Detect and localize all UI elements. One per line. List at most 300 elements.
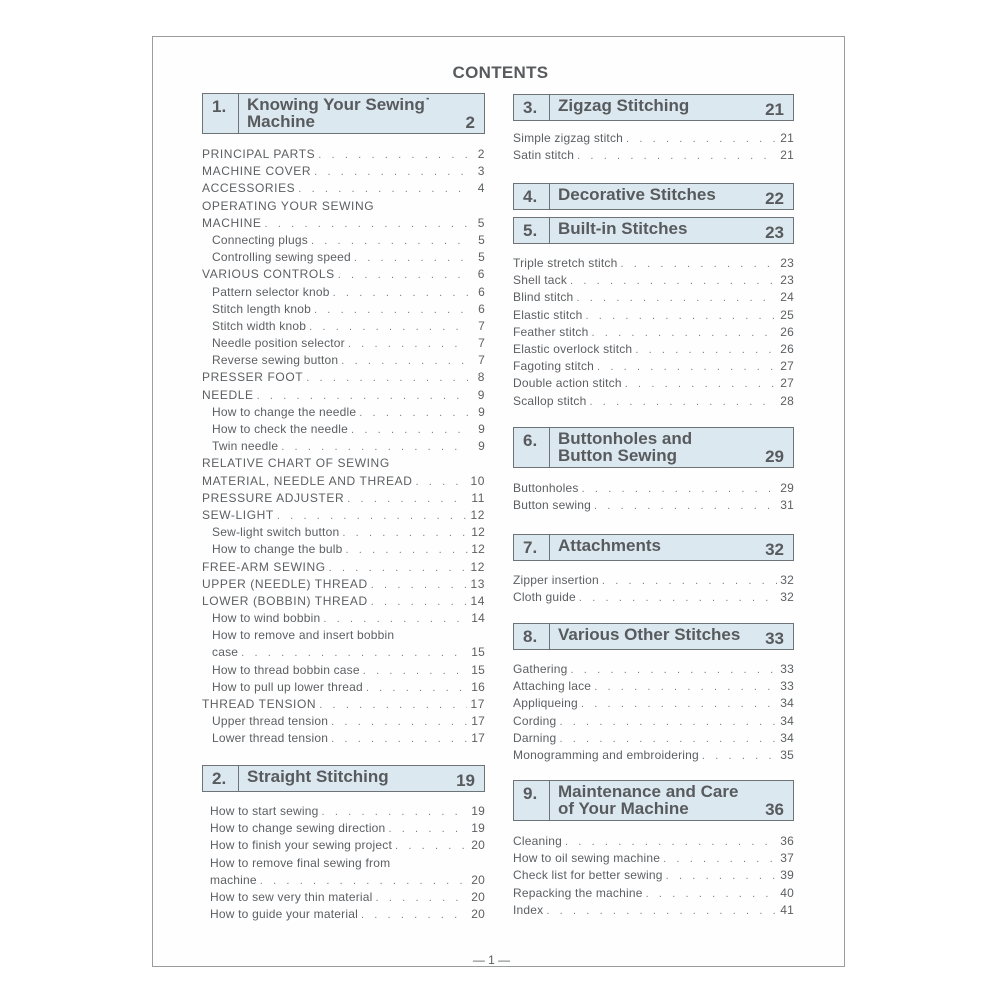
dot-leader	[347, 491, 468, 508]
entry-page: 36	[780, 834, 794, 848]
entry-page: 7	[478, 353, 485, 368]
section-page: 33	[765, 629, 784, 648]
dot-leader	[620, 256, 777, 273]
dot-leader	[366, 680, 468, 697]
entry-label: PRESSURE ADJUSTER	[202, 490, 345, 505]
entry-label: Attaching lace	[513, 679, 592, 694]
entry-page: 14	[470, 593, 485, 608]
entry-label: MATERIAL, NEEDLE AND THREAD	[202, 473, 413, 488]
entry-label: Pattern selector knob	[212, 284, 330, 299]
section-title	[239, 766, 484, 791]
dot-leader	[319, 697, 467, 714]
section-9	[513, 780, 794, 919]
dot-leader	[571, 662, 778, 679]
toc-entry[interactable]	[202, 215, 485, 232]
entry-page: 25	[780, 307, 794, 322]
dot-leader	[594, 679, 777, 696]
section-number: 3.	[514, 95, 550, 120]
toc-entry[interactable]	[513, 324, 794, 341]
entry-label: Upper thread tension	[212, 714, 329, 729]
entry-page: 27	[780, 359, 794, 374]
section-title	[550, 624, 793, 649]
dot-leader	[546, 903, 777, 920]
entry-page: 11	[471, 490, 485, 505]
section-page: 32	[765, 540, 784, 559]
dot-leader	[625, 376, 777, 393]
entry-label: How to remove and insert bobbin	[212, 628, 395, 643]
section-page: 22	[765, 189, 784, 208]
entry-page: 23	[780, 273, 794, 288]
entry-page: 9	[478, 422, 485, 436]
entry-page: 26	[780, 341, 794, 356]
toc-entry[interactable]	[202, 438, 485, 455]
section-title-text: Zigzag Stitching	[558, 96, 690, 115]
toc-entry[interactable]	[202, 507, 485, 524]
toc-entry[interactable]	[210, 906, 485, 923]
toc-entry[interactable]	[210, 872, 485, 889]
dot-leader	[359, 405, 468, 422]
dot-leader	[371, 577, 468, 594]
toc-entry[interactable]	[202, 524, 485, 541]
entry-list	[513, 572, 794, 606]
dot-leader	[594, 498, 777, 515]
section-header[interactable]	[513, 780, 794, 821]
dot-leader	[395, 838, 468, 855]
entry-page: 28	[780, 393, 794, 408]
entry-page: 24	[780, 290, 794, 305]
entry-label: Cording	[513, 713, 557, 728]
toc-entry[interactable]	[202, 352, 485, 369]
toc-entry[interactable]	[202, 301, 485, 318]
section-title-text: Built-in Stitches	[558, 219, 688, 238]
entry-label: Cleaning	[513, 834, 562, 848]
toc-entry[interactable]	[202, 249, 485, 266]
dot-leader	[354, 250, 468, 267]
entry-page: 34	[780, 730, 794, 745]
dot-leader	[586, 308, 778, 325]
section-title-text: Straight Stitching	[247, 767, 389, 786]
entry-label: Gathering	[513, 662, 568, 676]
toc-entry[interactable]	[202, 198, 485, 215]
dot-leader	[371, 594, 468, 611]
toc-entry[interactable]	[210, 889, 485, 906]
section-2	[202, 765, 485, 923]
entry-label: Button sewing	[513, 498, 591, 513]
toc-entry[interactable]	[202, 627, 485, 644]
toc-entry[interactable]	[202, 404, 485, 421]
entry-label: Zipper insertion	[513, 573, 599, 587]
entry-label: case	[212, 645, 239, 660]
entry-label: PRINCIPAL PARTS	[202, 147, 316, 161]
toc-entry[interactable]	[513, 850, 794, 867]
toc-entry[interactable]	[202, 421, 485, 438]
toc-entry[interactable]	[513, 833, 794, 850]
dot-leader	[298, 181, 468, 198]
entry-label: PRESSER FOOT	[202, 370, 304, 385]
document-page	[152, 36, 845, 967]
entry-label: SEW-LIGHT	[202, 507, 274, 522]
entry-list	[513, 130, 794, 164]
toc-entry[interactable]	[513, 661, 794, 678]
toc-entry[interactable]	[202, 713, 485, 730]
section-6	[513, 427, 794, 514]
toc-entry[interactable]	[202, 232, 485, 249]
entry-label: Elastic stitch	[513, 307, 583, 322]
section-header[interactable]	[513, 427, 794, 468]
entry-label: How to remove final sewing from	[210, 855, 391, 870]
entry-label: Darning	[513, 730, 557, 745]
toc-entry[interactable]	[513, 902, 794, 919]
section-header[interactable]	[513, 623, 794, 650]
toc-entry[interactable]	[513, 130, 794, 147]
section-header[interactable]	[202, 93, 485, 134]
entry-page: 12	[470, 507, 485, 522]
entry-label: Appliqueing	[513, 696, 578, 711]
entry-page: 10	[470, 473, 485, 488]
section-header[interactable]	[513, 534, 794, 561]
toc-entry[interactable]	[513, 358, 794, 375]
entry-label: Shell tack	[513, 273, 568, 288]
entry-page: 15	[471, 662, 485, 677]
entry-label: How to guide your material	[210, 907, 358, 922]
entry-page: 19	[471, 804, 485, 818]
entry-page: 6	[477, 267, 485, 282]
toc-entry[interactable]	[513, 147, 794, 164]
section-title-text: Attachments	[558, 536, 661, 555]
section-8	[513, 623, 794, 764]
dot-leader	[559, 714, 777, 731]
toc-entry[interactable]	[513, 307, 794, 324]
dot-leader	[590, 394, 778, 411]
entry-page: 17	[471, 714, 485, 729]
entry-label: Triple stretch stitch	[513, 256, 618, 270]
entry-page: 13	[470, 576, 485, 591]
dot-leader	[322, 804, 468, 821]
section-title-line-2: Machine	[247, 112, 316, 131]
section-4	[513, 183, 794, 210]
entry-page: 7	[478, 336, 485, 351]
entry-label: Reverse sewing button	[212, 353, 339, 368]
toc-entry[interactable]	[202, 266, 485, 283]
section-number: 9.	[514, 781, 550, 820]
entry-label: Scallop stitch	[513, 393, 587, 408]
dot-leader	[579, 590, 777, 607]
toc-entry[interactable]	[202, 318, 485, 335]
entry-page: 16	[471, 679, 485, 694]
toc-entry[interactable]	[513, 393, 794, 410]
dot-leader	[333, 285, 468, 302]
entry-page: 9	[478, 404, 485, 419]
entry-label: RELATIVE CHART OF SEWING	[202, 456, 390, 471]
toc-entry[interactable]	[513, 695, 794, 712]
section-number: 6.	[514, 428, 550, 467]
entry-page: 17	[471, 731, 485, 746]
dot-leader	[666, 868, 777, 885]
entry-page: 34	[780, 696, 794, 711]
entry-page: 12	[470, 559, 485, 574]
toc-entry[interactable]	[202, 644, 485, 661]
entry-page: 14	[471, 611, 485, 626]
dot-leader	[597, 359, 777, 376]
entry-label: Check list for better sewing	[513, 868, 663, 883]
dot-leader	[376, 890, 468, 907]
dot-leader	[415, 474, 467, 491]
toc-entry[interactable]	[202, 369, 485, 386]
entry-page: 39	[780, 868, 794, 883]
toc-entry[interactable]	[513, 885, 794, 902]
section-header[interactable]	[513, 94, 794, 121]
section-page: 21	[765, 100, 784, 119]
entry-list	[513, 833, 794, 919]
section-page: 2	[465, 113, 475, 132]
toc-entry[interactable]	[202, 455, 485, 472]
section-3	[513, 94, 794, 164]
toc-entry[interactable]	[513, 713, 794, 730]
entry-label: Controlling sewing speed	[212, 250, 351, 265]
toc-entry[interactable]	[202, 696, 485, 713]
toc-entry[interactable]	[513, 589, 794, 606]
entry-label: Feather stitch	[513, 324, 589, 339]
entry-label: How to oil sewing machine	[513, 851, 661, 866]
dot-leader	[329, 560, 468, 577]
dot-leader	[241, 645, 468, 662]
dot-leader	[314, 164, 468, 181]
entry-label: Satin stitch	[513, 148, 575, 163]
entry-label: Blind stitch	[513, 290, 574, 305]
section-title-line-2: Button Sewing	[558, 446, 677, 465]
toc-entry[interactable]	[202, 541, 485, 558]
dot-leader	[331, 731, 468, 748]
section-number: 7.	[514, 535, 550, 560]
section-title	[550, 184, 793, 209]
entry-page: 7	[478, 318, 485, 333]
entry-label: NEEDLE	[202, 387, 254, 402]
entry-page: 5	[477, 215, 485, 230]
toc-entry[interactable]	[513, 289, 794, 306]
entry-page: 19	[471, 821, 485, 836]
dot-leader	[277, 508, 468, 525]
entry-label: How to thread bobbin case	[212, 662, 360, 677]
section-title-line-1: Maintenance and Care	[558, 782, 739, 801]
entry-page: 33	[780, 679, 794, 694]
toc-entry[interactable]	[513, 341, 794, 358]
entry-label: Sew-light switch button	[212, 525, 340, 540]
entry-list	[513, 661, 794, 764]
dot-leader	[646, 886, 777, 903]
toc-entry[interactable]	[202, 576, 485, 593]
section-title-text: Decorative Stitches	[558, 185, 716, 204]
entry-page: 33	[780, 662, 794, 676]
entry-page: 4	[477, 181, 485, 196]
entry-page: 12	[471, 525, 485, 540]
toc-entry[interactable]	[210, 803, 485, 820]
dot-leader	[702, 748, 777, 765]
entry-page: 34	[780, 713, 794, 728]
section-title	[550, 535, 793, 560]
toc-entry[interactable]	[513, 678, 794, 695]
toc-entry[interactable]	[513, 255, 794, 272]
dot-leader	[581, 696, 777, 713]
entry-page: 35	[780, 747, 794, 762]
dot-leader	[626, 131, 777, 148]
dot-leader	[663, 851, 777, 868]
entry-page: 12	[471, 542, 485, 557]
entry-label: Cloth guide	[513, 590, 576, 605]
section-1	[202, 93, 485, 748]
section-title	[550, 95, 793, 120]
dot-leader	[559, 731, 777, 748]
entry-page: 5	[478, 250, 485, 265]
section-number: 2.	[203, 766, 239, 791]
toc-entry[interactable]	[513, 272, 794, 289]
dot-leader	[346, 542, 469, 559]
entry-page: 2	[477, 147, 485, 161]
entry-label: machine	[210, 872, 257, 887]
dot-leader	[363, 663, 468, 680]
section-number: 5.	[514, 218, 550, 243]
dot-leader	[318, 147, 468, 164]
dot-leader	[582, 481, 777, 498]
entry-page: 6	[478, 284, 485, 299]
toc-entry[interactable]	[210, 855, 485, 872]
dot-leader	[577, 148, 777, 165]
toc-entry[interactable]	[202, 146, 485, 163]
entry-label: Simple zigzag stitch	[513, 131, 624, 145]
page-number: — 1 —	[472, 953, 511, 967]
entry-label: Fagoting stitch	[513, 359, 595, 374]
entry-list	[513, 480, 794, 514]
entry-page: 20	[471, 872, 485, 887]
section-title-line-2: of Your Machine	[558, 799, 689, 818]
section-page: 19	[456, 771, 475, 790]
section-header[interactable]	[202, 765, 485, 792]
section-header[interactable]	[513, 217, 794, 244]
entry-label: How to pull up lower thread	[212, 679, 363, 694]
dot-leader	[265, 216, 468, 233]
entry-label: UPPER (NEEDLE) THREAD	[202, 576, 368, 591]
entry-label: VARIOUS CONTROLS	[202, 267, 335, 282]
toc-entry[interactable]	[210, 820, 485, 837]
entry-label: Monogramming and embroidering	[513, 747, 699, 762]
section-title	[550, 428, 793, 467]
entry-page: 29	[780, 481, 794, 495]
toc-entry[interactable]	[513, 747, 794, 764]
dot-leader	[351, 422, 468, 439]
toc-entry[interactable]	[202, 163, 485, 180]
toc-entry[interactable]	[202, 610, 485, 627]
dot-leader	[257, 388, 468, 405]
entry-list	[202, 146, 485, 748]
toc-entry[interactable]	[202, 284, 485, 301]
section-title-text: Various Other Stitches	[558, 625, 741, 644]
toc-entry[interactable]	[202, 490, 485, 507]
toc-entry[interactable]	[202, 679, 485, 696]
section-number: 1.	[203, 94, 239, 133]
entry-page: 32	[780, 573, 794, 587]
entry-page: 32	[780, 590, 794, 605]
dot-leader	[331, 714, 468, 731]
section-page: 23	[765, 223, 784, 242]
toc-entry[interactable]	[210, 837, 485, 854]
entry-label: MACHINE COVER	[202, 164, 312, 179]
entry-page: 17	[470, 697, 485, 711]
toc-entry[interactable]	[202, 473, 485, 490]
section-header[interactable]	[513, 183, 794, 210]
dot-leader	[281, 439, 468, 456]
entry-label: How to wind bobbin	[212, 611, 321, 626]
dot-leader	[306, 370, 468, 387]
toc-entry[interactable]	[513, 480, 794, 497]
section-page: 36	[765, 800, 784, 819]
entry-label: How to change the needle	[212, 404, 357, 419]
entry-label: How to sew very thin material	[210, 889, 373, 904]
entry-label: How to check the needle	[212, 422, 349, 436]
section-title	[239, 94, 484, 133]
entry-page: 9	[477, 387, 485, 402]
toc-entry[interactable]	[202, 662, 485, 679]
toc-entry[interactable]	[202, 335, 485, 352]
dot-leader	[341, 353, 468, 370]
dot-leader	[309, 319, 468, 336]
entry-page: 21	[780, 131, 794, 145]
entry-page: 27	[780, 376, 794, 391]
entry-label: Lower thread tension	[212, 731, 329, 746]
entry-page: 8	[477, 370, 485, 385]
toc-entry[interactable]	[513, 375, 794, 392]
toc-entry[interactable]	[202, 180, 485, 197]
toc-entry[interactable]	[202, 593, 485, 610]
section-title	[550, 781, 793, 820]
entry-label: How to change sewing direction	[210, 821, 386, 836]
toc-entry[interactable]	[513, 497, 794, 514]
toc-entry[interactable]	[513, 867, 794, 884]
section-title	[550, 218, 793, 243]
entry-page: 26	[780, 324, 794, 339]
entry-page: 21	[780, 148, 794, 163]
entry-label: Stitch length knob	[212, 301, 311, 316]
entry-page: 5	[478, 232, 485, 247]
entry-page: 20	[471, 889, 485, 904]
toc-entry[interactable]	[513, 730, 794, 747]
section-number: 8.	[514, 624, 550, 649]
entry-label: THREAD TENSION	[202, 697, 317, 711]
entry-page: 15	[471, 645, 485, 660]
dot-leader	[592, 325, 778, 342]
dot-leader	[570, 273, 777, 290]
entry-label: Stitch width knob	[212, 318, 307, 333]
entry-label: How to finish your sewing project	[210, 838, 393, 853]
toc-entry[interactable]	[202, 387, 485, 404]
entry-page: 23	[780, 256, 794, 270]
entry-page: 20	[471, 838, 485, 853]
dot-leader	[338, 267, 468, 284]
entry-label: OPERATING YOUR SEWING	[202, 198, 375, 213]
entry-label: Elastic overlock stitch	[513, 341, 633, 356]
entry-label: Buttonholes	[513, 481, 579, 495]
section-5	[513, 217, 794, 410]
entry-label: ACCESSORIES	[202, 181, 296, 196]
entry-page: 3	[477, 164, 485, 179]
dot-leader	[342, 525, 468, 542]
section-number: 4.	[514, 184, 550, 209]
toc-entry[interactable]	[202, 730, 485, 747]
entry-page: 9	[478, 439, 485, 454]
entry-page: 31	[780, 498, 794, 513]
toc-entry[interactable]	[513, 572, 794, 589]
entry-label: How to start sewing	[210, 804, 319, 818]
dot-leader	[576, 290, 777, 307]
toc-entry[interactable]	[202, 559, 485, 576]
